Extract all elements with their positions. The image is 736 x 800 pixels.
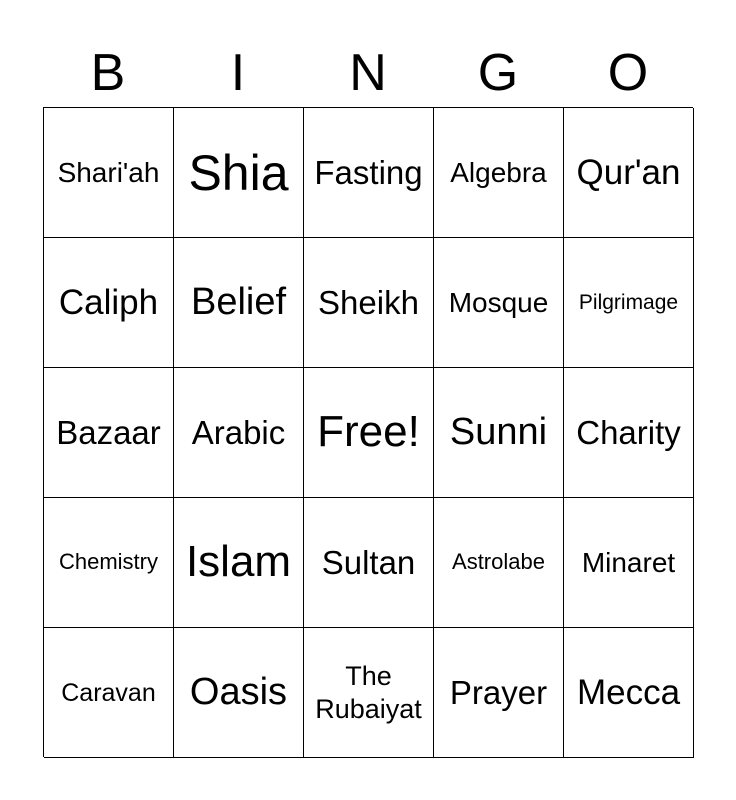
bingo-cell-r5-c4[interactable]: Prayer [434,628,564,758]
bingo-cell-r2-c5[interactable]: Pilgrimage [564,238,694,368]
bingo-cell-r3-c3-free-space[interactable]: Free! [304,368,434,498]
bingo-cell-r2-c3[interactable]: Sheikh [304,238,434,368]
bingo-cell-r1-c5[interactable]: Qur'an [564,108,694,238]
header-letter-n: N [349,44,387,102]
bingo-cell-r2-c4[interactable]: Mosque [434,238,564,368]
bingo-cell-r4-c1[interactable]: Chemistry [44,498,174,628]
bingo-cell-r4-c5[interactable]: Minaret [564,498,694,628]
bingo-cell-r5-c1[interactable]: Caravan [44,628,174,758]
bingo-cell-r4-c4[interactable]: Astrolabe [434,498,564,628]
bingo-board [43,107,693,757]
bingo-cell-r3-c1[interactable]: Bazaar [44,368,174,498]
bingo-cell-r5-c3[interactable]: The Rubaiyat [304,628,434,758]
bingo-cell-r1-c2[interactable]: Shia [174,108,304,238]
bingo-cell-r1-c1[interactable]: Shari'ah [44,108,174,238]
bingo-cell-r2-c2[interactable]: Belief [174,238,304,368]
bingo-cell-r5-c5[interactable]: Mecca [564,628,694,758]
bingo-cell-r1-c4[interactable]: Algebra [434,108,564,238]
header-letter-g: G [477,44,519,102]
bingo-cell-r1-c3[interactable]: Fasting [304,108,434,238]
bingo-cell-r2-c1[interactable]: Caliph [44,238,174,368]
bingo-cell-r4-c2[interactable]: Islam [174,498,304,628]
bingo-cell-r3-c5[interactable]: Charity [564,368,694,498]
bingo-cell-r3-c4[interactable]: Sunni [434,368,564,498]
bingo-cell-r3-c2[interactable]: Arabic [174,368,304,498]
bingo-cell-r5-c2[interactable]: Oasis [174,628,304,758]
header-letter-i: I [230,44,246,102]
header-letter-b: B [90,44,126,102]
header-letter-o: O [607,44,649,102]
bingo-cell-r4-c3[interactable]: Sultan [304,498,434,628]
bingo-header [43,40,693,106]
